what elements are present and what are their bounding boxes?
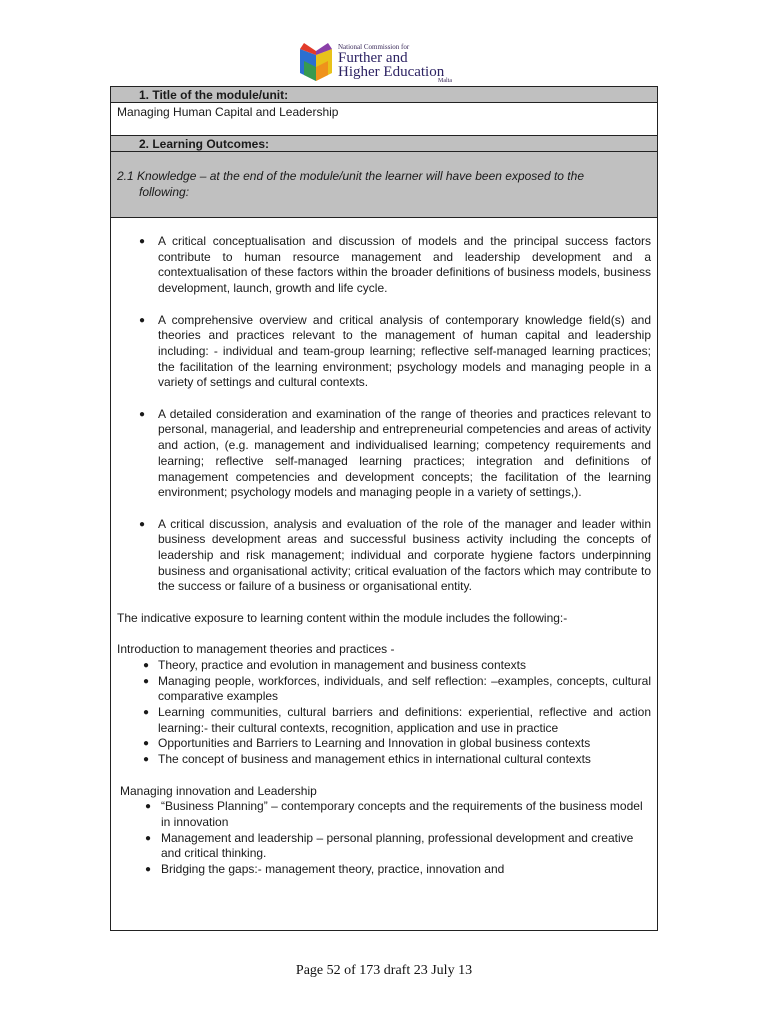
bullet-icon: ●	[145, 801, 152, 813]
bullet-icon: ●	[143, 659, 150, 671]
outcome-item: ● A critical discussion, analysis and evaluation of the role of the manager and leader within business development areas and successful business activity including the concepts of leadership and risk management; individual and corporate hygiene factors underpinning business and organisational activity; critical evaluation of the factors which may contribute to the success or failure of a business or organisational entity.	[139, 516, 651, 594]
bullet-icon: ●	[139, 314, 146, 326]
intro-item: ● The concept of business and management ethics in international cultural contexts	[143, 752, 591, 767]
logo-line-1: Further and	[338, 50, 408, 66]
intro-item: ● Opportunities and Barriers to Learning and Innovation in global business contexts	[143, 736, 591, 751]
bullet-icon: ●	[143, 707, 150, 719]
outcome-item: ● A critical conceptualisation and discussion of models and the principal success factors contribute to human resource management and leadership development and a contextualisation of these factors within the broader definitions of business models, business development, launch, growth and life cycle.	[139, 234, 651, 296]
outcomes-heading: 2. Learning Outcomes:	[111, 136, 657, 152]
nchfe-logo	[296, 41, 466, 85]
logo-country: Malta	[438, 78, 452, 84]
intro-item: ● Learning communities, cultural barriers and definitions: experiential, reflective and action learning:- their cultural contexts, recognition, application and use in practice	[143, 705, 651, 735]
intro-heading: Introduction to management theories and practices -	[117, 642, 395, 657]
bullet-icon: ●	[143, 738, 150, 750]
bullet-icon: ●	[139, 236, 146, 247]
knowledge-line-1: 2.1 Knowledge – at the end of the module/unit the learner will have been exposed to the	[117, 169, 584, 183]
innovation-item: ● Bridging the gaps:- management theory, practice, innovation and	[145, 862, 505, 877]
page-footer: Page 52 of 173 draft 23 July 13	[295, 963, 473, 978]
learning-content	[111, 218, 657, 878]
knowledge-line-2: following:	[139, 185, 190, 199]
outcomes-list	[117, 234, 651, 595]
indicative-text: The indicative exposure to learning content within the module includes the following:-	[117, 610, 568, 625]
innovation-heading: Managing innovation and Leadership	[120, 783, 317, 798]
innovation-item: ● “Business Planning” – contemporary concepts and the requirements of the business model in innovation	[145, 799, 643, 829]
bullet-icon: ●	[143, 754, 150, 766]
innovation-item: ● Management and leadership – personal planning, professional development and creative and critical thinking.	[145, 830, 634, 861]
outcome-item: ● A comprehensive overview and critical analysis of contemporary knowledge field(s) and theories and practices relevant to the management of human capital and leadership including: - individual and team-group learning; reflective self-managed learning practices; the facilitation of the learning environment; psychology models and managing people in a variety of settings and cultural contexts.	[139, 312, 651, 390]
outcome-item: ● A detailed consideration and examination of the range of theories and practices relevant to personal, managerial, and leadership and entrepreneurial competencies and areas of activity and action, (e.g. management and individualised learning; competency requirements and learning; reflective self-managed learning practices; integration and definitions of management competencies and development concepts; the facilitation of the learning environment; psychology models and managing people in a variety of settings,).	[139, 406, 651, 500]
bullet-icon: ●	[145, 832, 152, 844]
knowledge-intro	[111, 152, 657, 218]
logo-small-text: National Commission for	[338, 43, 410, 51]
bullet-icon: ●	[139, 518, 146, 530]
innovation-list	[117, 799, 651, 878]
intro-item: ● Theory, practice and evolution in management and business contexts	[143, 657, 526, 672]
bullet-icon: ●	[145, 864, 152, 876]
bullet-icon: ●	[143, 675, 150, 687]
module-table	[110, 86, 658, 931]
title-heading: 1. Title of the module/unit:	[111, 87, 657, 103]
logo-line-2: Higher Education	[338, 64, 445, 80]
intro-list	[117, 658, 651, 768]
bullet-icon: ●	[139, 408, 146, 420]
intro-item: ● Managing people, workforces, individuals, and self reflection: –examples, concepts, cultural comparative examples	[143, 673, 651, 704]
module-title: Managing Human Capital and Leadership	[111, 103, 657, 136]
book-logo-icon	[296, 41, 336, 85]
